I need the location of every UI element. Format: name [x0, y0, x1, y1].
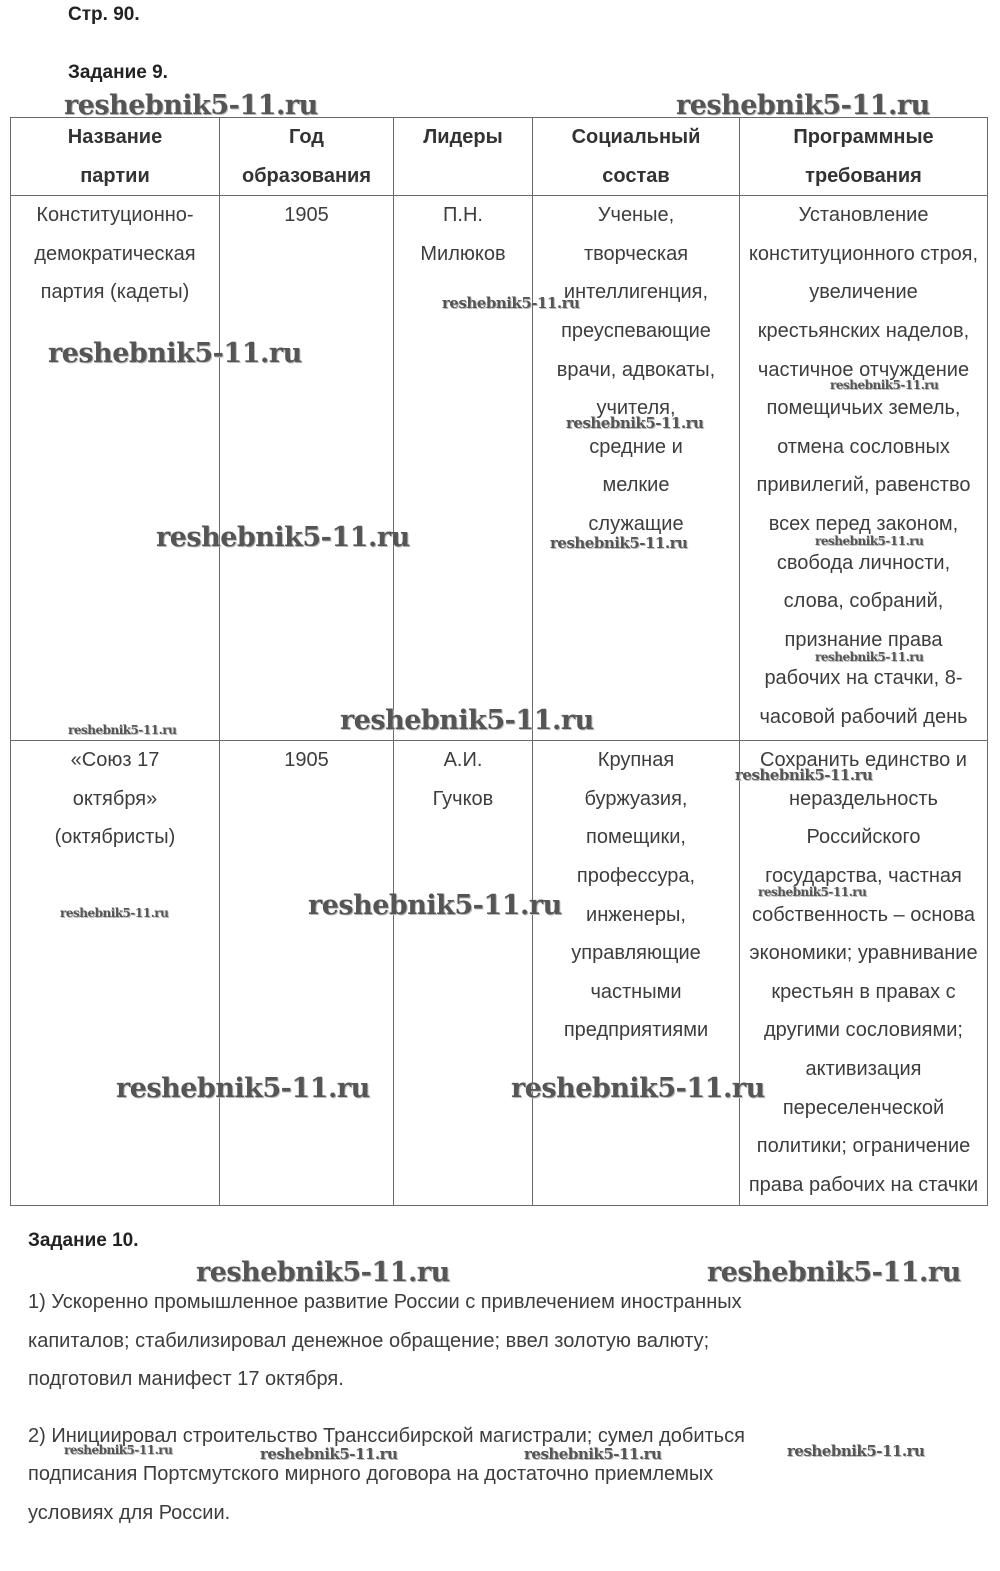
cell-year: [220, 196, 394, 741]
cell-line: врачи, адвокаты,: [556, 358, 716, 381]
cell-social: [533, 741, 740, 1206]
cell-line: частными: [590, 980, 682, 1003]
answer-line: 2) Инициировал строительство Транссибирской магистрали; сумел добиться: [28, 1424, 745, 1447]
cell-line: признание права: [784, 628, 943, 651]
cell-line: политики; ограничение: [756, 1135, 971, 1158]
cell-year: [220, 741, 394, 1206]
header-text: образования: [241, 164, 371, 187]
cell-line: крестьян в правах с: [771, 980, 956, 1003]
watermark: reshebnik5-11.ru: [676, 90, 930, 121]
cell-line: демократическая: [34, 242, 196, 265]
cell-line: Российского: [806, 826, 921, 849]
answer-line: капиталов; стабилизировал денежное обращение; ввел золотую валюту;: [28, 1329, 710, 1352]
header-text: Социальный: [571, 126, 701, 148]
cell-line: П.Н.: [443, 204, 483, 227]
watermark: reshebnik5-11.ru: [196, 1257, 450, 1288]
watermark: reshebnik5-11.ru: [156, 522, 410, 553]
header-text: состав: [602, 164, 670, 187]
cell-line: всех перед законом,: [768, 512, 959, 535]
cell-party-name: [11, 741, 220, 1206]
watermark: reshebnik5-11.ru: [68, 723, 177, 737]
cell-line: служащие: [588, 512, 684, 535]
answer-line: условиях для России.: [28, 1501, 231, 1524]
watermark: reshebnik5-11.ru: [511, 1073, 765, 1104]
watermark: reshebnik5-11.ru: [550, 534, 688, 552]
cell-line: часовой рабочий день: [759, 705, 968, 728]
task-10-answers: [28, 1283, 928, 1551]
table-row: [11, 741, 988, 1206]
watermark: reshebnik5-11.ru: [48, 338, 302, 369]
cell-line: Сохранить единство и: [760, 749, 967, 772]
cell-line: творческая: [583, 242, 689, 265]
cell-line: профессура,: [576, 864, 696, 887]
cell-line: активизация: [805, 1057, 922, 1080]
watermark: reshebnik5-11.ru: [60, 906, 169, 920]
watermark: reshebnik5-11.ru: [735, 766, 873, 784]
watermark: reshebnik5-11.ru: [308, 890, 562, 921]
header-party-name: [11, 118, 220, 196]
cell-program: [740, 741, 988, 1206]
cell-line: помещики,: [586, 826, 686, 849]
cell-line: «Союз 17: [70, 749, 160, 772]
cell-line: Крупная: [597, 749, 675, 772]
cell-line: буржуазия,: [584, 787, 688, 810]
watermark: reshebnik5-11.ru: [340, 705, 594, 736]
header-text: Название: [67, 126, 163, 148]
cell-line: 1905: [284, 204, 329, 227]
page-number: Стр. 90.: [68, 4, 140, 25]
cell-leaders: [394, 196, 533, 741]
cell-program: [740, 196, 988, 741]
header-text: Лидеры: [423, 126, 503, 148]
cell-line: свобода личности,: [776, 551, 951, 574]
answer-line: подписания Портсмутского мирного договора на достаточно приемлемых: [28, 1463, 714, 1486]
task-10-title: Задание 10.: [28, 1230, 139, 1251]
cell-line: инженеры,: [586, 903, 686, 926]
cell-line: государства, частная: [765, 864, 962, 887]
cell-line: рабочих на стачки, 8-: [764, 667, 963, 690]
header-text: партии: [80, 164, 150, 187]
cell-line: октября»: [72, 787, 158, 810]
answer-line: подготовил манифест 17 октября.: [28, 1368, 344, 1391]
watermark: reshebnik5-11.ru: [758, 885, 867, 899]
watermark: reshebnik5-11.ru: [815, 650, 924, 664]
watermark: reshebnik5-11.ru: [815, 534, 924, 548]
cell-line: частичное отчуждение: [757, 358, 970, 381]
cell-line: управляющие: [571, 942, 701, 965]
cell-line: Конституционно-: [36, 204, 194, 227]
task-9-title: Задание 9.: [68, 62, 168, 83]
cell-line: Гучков: [432, 787, 494, 810]
cell-line: интеллигенция,: [563, 281, 709, 304]
cell-line: 1905: [284, 749, 329, 772]
watermark: reshebnik5-11.ru: [707, 1257, 961, 1288]
cell-line: экономики; уравнивание: [749, 942, 978, 965]
cell-line: мелкие: [602, 474, 670, 497]
parties-table: [10, 117, 988, 1206]
cell-line: партия (кадеты): [40, 281, 190, 304]
cell-line: другими сословиями;: [764, 1019, 963, 1042]
cell-line: права рабочих на стачки: [748, 1173, 979, 1196]
cell-line: Ученые,: [597, 204, 675, 227]
watermark: reshebnik5-11.ru: [64, 1443, 173, 1457]
table-header-row: [11, 118, 988, 196]
cell-line: учителя,: [596, 397, 676, 420]
watermark: reshebnik5-11.ru: [64, 90, 318, 121]
header-text: требования: [805, 164, 922, 187]
watermark: reshebnik5-11.ru: [566, 414, 704, 432]
watermark: reshebnik5-11.ru: [830, 378, 939, 392]
cell-line: увеличение: [809, 281, 918, 304]
cell-line: слова, собраний,: [783, 590, 944, 613]
watermark: reshebnik5-11.ru: [442, 294, 580, 312]
cell-party-name: [11, 196, 220, 741]
cell-line: отмена сословных: [777, 435, 950, 458]
cell-line: предприятиями: [563, 1019, 709, 1042]
answer-line: 1) Ускоренно промышленное развитие России с привлечением иностранных: [28, 1291, 742, 1313]
cell-leaders: [394, 741, 533, 1206]
cell-line: конституционного строя,: [748, 242, 979, 265]
watermark: reshebnik5-11.ru: [787, 1442, 925, 1460]
cell-line: переселенческой: [782, 1096, 945, 1119]
cell-line: А.И.: [443, 749, 483, 772]
cell-line: преуспевающие: [561, 319, 711, 342]
cell-line: Установление: [798, 204, 929, 227]
answer-2: [28, 1417, 858, 1533]
header-program: [740, 118, 988, 196]
table-row: [11, 196, 988, 741]
cell-line: крестьянских наделов,: [757, 319, 970, 342]
cell-line: средние и: [589, 435, 683, 458]
cell-line: помещичьих земель,: [766, 397, 961, 420]
watermark: reshebnik5-11.ru: [524, 1445, 662, 1463]
cell-line: собственность – основа: [751, 903, 976, 926]
cell-line: нераздельность: [789, 787, 938, 810]
header-text: Программные: [793, 126, 934, 148]
header-social: [533, 118, 740, 196]
header-leaders: [394, 118, 533, 196]
header-text: Год: [289, 126, 324, 148]
cell-line: привилегий, равенство: [756, 474, 971, 497]
watermark: reshebnik5-11.ru: [116, 1073, 370, 1104]
cell-line: Милюков: [420, 242, 506, 265]
watermark: reshebnik5-11.ru: [260, 1445, 398, 1463]
answer-1: [28, 1283, 858, 1399]
header-year: [220, 118, 394, 196]
cell-line: (октябристы): [54, 826, 176, 849]
cell-social: [533, 196, 740, 741]
